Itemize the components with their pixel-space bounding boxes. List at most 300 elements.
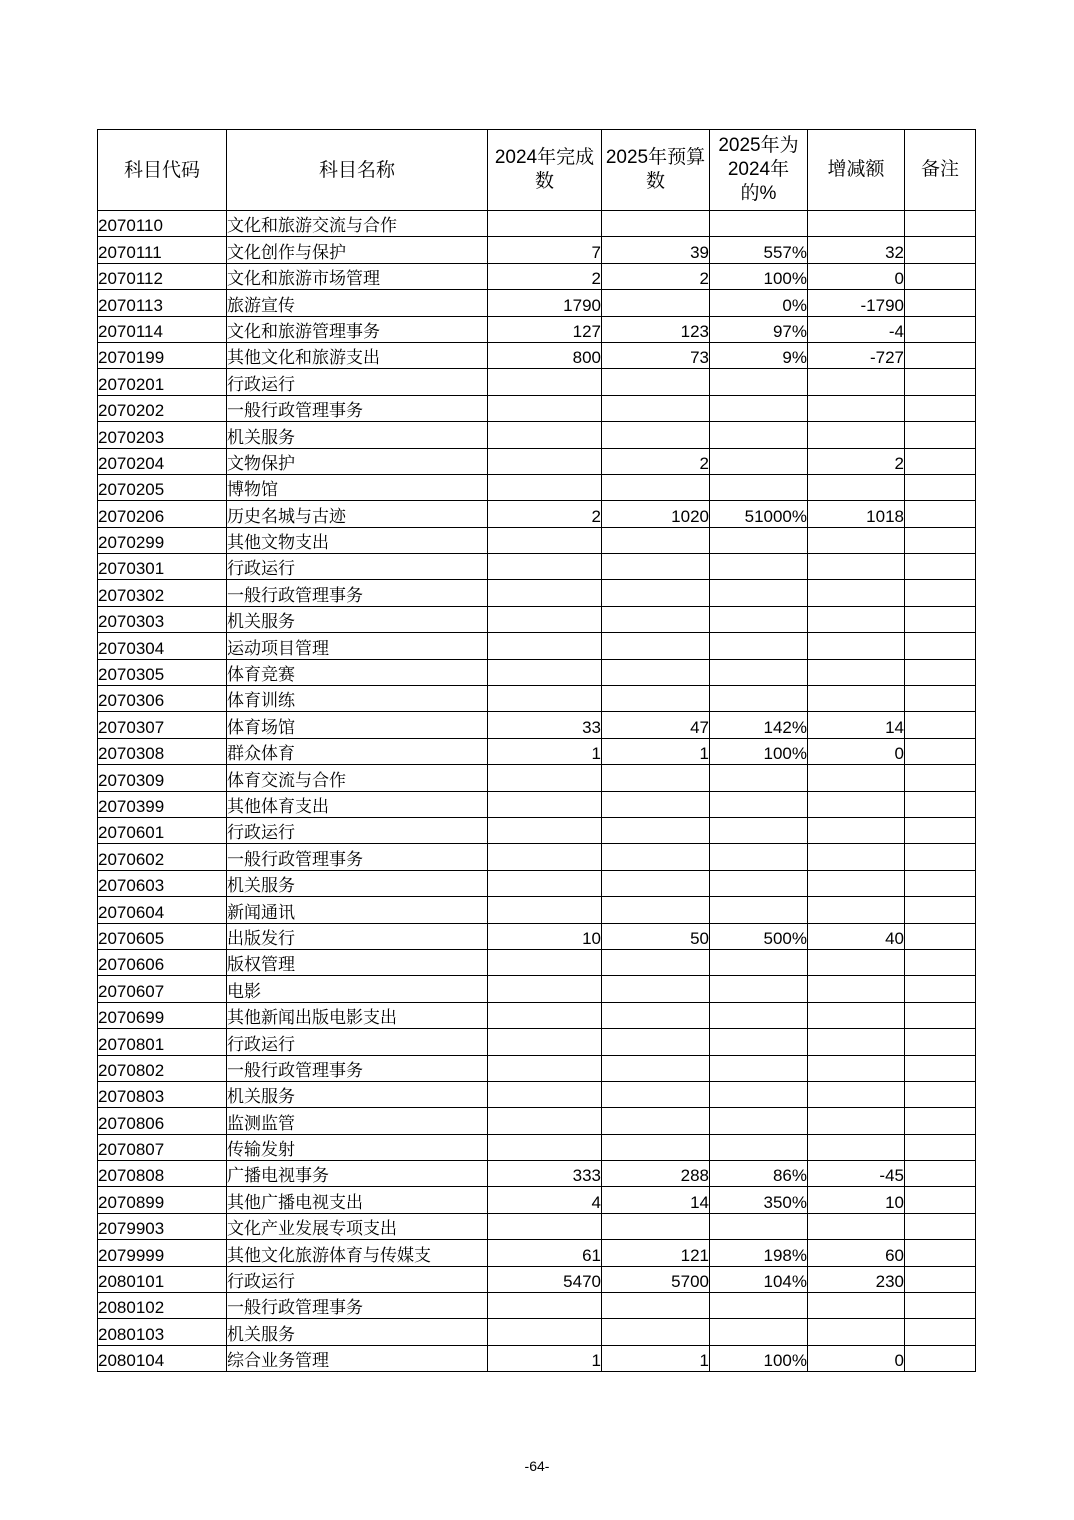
cell-change (808, 870, 905, 896)
cell-budget-2025 (602, 791, 710, 817)
table-row (98, 422, 976, 448)
cell-budget-2025: 47 (602, 712, 710, 738)
cell-change (808, 659, 905, 685)
cell-change: 1018 (808, 501, 905, 527)
cell-note (905, 606, 976, 632)
cell-actual-2024 (488, 976, 602, 1002)
cell-code: 2079903 (98, 1213, 227, 1239)
cell-code: 2070206 (98, 501, 227, 527)
cell-note (905, 395, 976, 421)
cell-name: 体育竞赛 (227, 659, 488, 685)
cell-note (905, 501, 976, 527)
cell-ratio (710, 765, 808, 791)
cell-change (808, 686, 905, 712)
cell-change (808, 395, 905, 421)
cell-actual-2024 (488, 949, 602, 975)
cell-note (905, 738, 976, 764)
cell-change (808, 949, 905, 975)
cell-ratio: 198% (710, 1240, 808, 1266)
cell-ratio (710, 1081, 808, 1107)
cell-actual-2024 (488, 765, 602, 791)
cell-name: 新闻通讯 (227, 897, 488, 923)
cell-name: 出版发行 (227, 923, 488, 949)
cell-name: 行政运行 (227, 817, 488, 843)
cell-ratio: 142% (710, 712, 808, 738)
cell-change (808, 765, 905, 791)
cell-code: 2079999 (98, 1240, 227, 1266)
cell-name: 电影 (227, 976, 488, 1002)
cell-budget-2025 (602, 527, 710, 553)
table-row (98, 1345, 976, 1371)
cell-actual-2024 (488, 686, 602, 712)
cell-code: 2070607 (98, 976, 227, 1002)
cell-code: 2070601 (98, 817, 227, 843)
cell-note (905, 1134, 976, 1160)
table-row (98, 1187, 976, 1213)
cell-actual-2024 (488, 633, 602, 659)
cell-budget-2025 (602, 1319, 710, 1345)
cell-note (905, 1319, 976, 1345)
cell-name: 传输发射 (227, 1134, 488, 1160)
cell-budget-2025 (602, 949, 710, 975)
cell-budget-2025: 123 (602, 316, 710, 342)
cell-note (905, 633, 976, 659)
table-row (98, 870, 976, 896)
cell-ratio (710, 870, 808, 896)
page-number: -64- (524, 1458, 550, 1474)
cell-ratio (710, 369, 808, 395)
cell-ratio (710, 580, 808, 606)
cell-name: 版权管理 (227, 949, 488, 975)
cell-name: 行政运行 (227, 369, 488, 395)
cell-code: 2070602 (98, 844, 227, 870)
table-row (98, 448, 976, 474)
cell-budget-2025 (602, 369, 710, 395)
cell-actual-2024 (488, 474, 602, 500)
cell-code: 2070699 (98, 1002, 227, 1028)
cell-note (905, 949, 976, 975)
cell-code: 2070807 (98, 1134, 227, 1160)
cell-ratio (710, 211, 808, 237)
cell-ratio (710, 1002, 808, 1028)
cell-note (905, 1213, 976, 1239)
cell-actual-2024 (488, 1213, 602, 1239)
table-row (98, 369, 976, 395)
cell-change (808, 1081, 905, 1107)
cell-code: 2070112 (98, 263, 227, 289)
cell-code: 2070202 (98, 395, 227, 421)
cell-actual-2024 (488, 817, 602, 843)
cell-actual-2024 (488, 395, 602, 421)
table-row (98, 1240, 976, 1266)
table-row (98, 1134, 976, 1160)
cell-ratio (710, 1029, 808, 1055)
cell-note (905, 791, 976, 817)
cell-change: 0 (808, 1345, 905, 1371)
table-row (98, 897, 976, 923)
cell-change (808, 474, 905, 500)
cell-ratio (710, 1213, 808, 1239)
cell-note (905, 554, 976, 580)
header-note: 备注 (905, 130, 976, 211)
table-row (98, 342, 976, 368)
cell-note (905, 844, 976, 870)
table-row (98, 316, 976, 342)
cell-name: 旅游宣传 (227, 290, 488, 316)
table-row (98, 211, 976, 237)
cell-ratio (710, 949, 808, 975)
cell-budget-2025: 50 (602, 923, 710, 949)
cell-code: 2080104 (98, 1345, 227, 1371)
cell-name: 行政运行 (227, 554, 488, 580)
cell-budget-2025 (602, 659, 710, 685)
cell-name: 机关服务 (227, 870, 488, 896)
cell-note (905, 211, 976, 237)
cell-change (808, 817, 905, 843)
table-row (98, 949, 976, 975)
cell-change: -727 (808, 342, 905, 368)
cell-ratio (710, 1108, 808, 1134)
cell-ratio (710, 395, 808, 421)
cell-actual-2024: 7 (488, 237, 602, 263)
cell-note (905, 1293, 976, 1319)
cell-name: 其他文物支出 (227, 527, 488, 553)
cell-actual-2024 (488, 659, 602, 685)
cell-code: 2070113 (98, 290, 227, 316)
cell-budget-2025: 39 (602, 237, 710, 263)
cell-budget-2025: 73 (602, 342, 710, 368)
cell-budget-2025 (602, 633, 710, 659)
cell-ratio: 51000% (710, 501, 808, 527)
cell-note (905, 712, 976, 738)
cell-change: -4 (808, 316, 905, 342)
table-row (98, 474, 976, 500)
table-row (98, 633, 976, 659)
table-row (98, 290, 976, 316)
cell-ratio (710, 606, 808, 632)
cell-name: 其他体育支出 (227, 791, 488, 817)
cell-budget-2025 (602, 765, 710, 791)
budget-table (97, 129, 976, 1372)
cell-name: 一般行政管理事务 (227, 1055, 488, 1081)
cell-actual-2024 (488, 870, 602, 896)
cell-code: 2070114 (98, 316, 227, 342)
cell-name: 行政运行 (227, 1029, 488, 1055)
cell-ratio (710, 791, 808, 817)
cell-budget-2025: 1020 (602, 501, 710, 527)
cell-code: 2070803 (98, 1081, 227, 1107)
cell-name: 综合业务管理 (227, 1345, 488, 1371)
table-row (98, 527, 976, 553)
table-row (98, 1081, 976, 1107)
cell-note (905, 237, 976, 263)
cell-name: 群众体育 (227, 738, 488, 764)
table-row (98, 712, 976, 738)
cell-ratio: 0% (710, 290, 808, 316)
cell-note (905, 1345, 976, 1371)
cell-budget-2025 (602, 870, 710, 896)
cell-ratio (710, 633, 808, 659)
cell-ratio: 100% (710, 738, 808, 764)
cell-change (808, 844, 905, 870)
cell-code: 2070802 (98, 1055, 227, 1081)
cell-budget-2025 (602, 1213, 710, 1239)
cell-budget-2025 (602, 897, 710, 923)
cell-change (808, 791, 905, 817)
cell-name: 文化和旅游管理事务 (227, 316, 488, 342)
cell-actual-2024 (488, 448, 602, 474)
cell-code: 2070606 (98, 949, 227, 975)
cell-code: 2070899 (98, 1187, 227, 1213)
cell-code: 2070309 (98, 765, 227, 791)
cell-change (808, 897, 905, 923)
cell-actual-2024 (488, 527, 602, 553)
cell-change (808, 211, 905, 237)
cell-name: 文化和旅游市场管理 (227, 263, 488, 289)
cell-note (905, 342, 976, 368)
table-row (98, 1055, 976, 1081)
cell-name: 行政运行 (227, 1266, 488, 1292)
table-row (98, 1266, 976, 1292)
cell-actual-2024: 127 (488, 316, 602, 342)
cell-name: 体育场馆 (227, 712, 488, 738)
cell-actual-2024 (488, 844, 602, 870)
cell-actual-2024 (488, 211, 602, 237)
cell-ratio: 500% (710, 923, 808, 949)
table-row (98, 554, 976, 580)
table-row (98, 738, 976, 764)
cell-code: 2070204 (98, 448, 227, 474)
cell-change (808, 976, 905, 1002)
cell-code: 2070808 (98, 1161, 227, 1187)
cell-name: 历史名城与古迹 (227, 501, 488, 527)
cell-actual-2024: 5470 (488, 1266, 602, 1292)
header-code: 科目代码 (98, 130, 227, 211)
cell-code: 2070302 (98, 580, 227, 606)
cell-note (905, 1161, 976, 1187)
cell-note (905, 686, 976, 712)
cell-change: -45 (808, 1161, 905, 1187)
table-row (98, 976, 976, 1002)
cell-ratio: 100% (710, 263, 808, 289)
table-row (98, 659, 976, 685)
cell-change (808, 1029, 905, 1055)
cell-ratio (710, 844, 808, 870)
cell-note (905, 527, 976, 553)
cell-note (905, 1266, 976, 1292)
table-row (98, 1029, 976, 1055)
cell-name: 机关服务 (227, 422, 488, 448)
cell-actual-2024: 1 (488, 738, 602, 764)
cell-note (905, 1240, 976, 1266)
cell-note (905, 1108, 976, 1134)
table-row (98, 580, 976, 606)
cell-name: 机关服务 (227, 606, 488, 632)
cell-name: 文化创作与保护 (227, 237, 488, 263)
cell-note (905, 290, 976, 316)
cell-ratio (710, 976, 808, 1002)
cell-change (808, 606, 905, 632)
cell-note (905, 316, 976, 342)
table-header-row (98, 130, 976, 211)
cell-name: 其他广播电视支出 (227, 1187, 488, 1213)
cell-name: 一般行政管理事务 (227, 580, 488, 606)
cell-budget-2025 (602, 290, 710, 316)
cell-code: 2070299 (98, 527, 227, 553)
table-body (98, 211, 976, 1372)
cell-budget-2025 (602, 1055, 710, 1081)
cell-change (808, 527, 905, 553)
table-row (98, 844, 976, 870)
table-row (98, 1319, 976, 1345)
cell-code: 2070305 (98, 659, 227, 685)
table-row (98, 1002, 976, 1028)
cell-name: 一般行政管理事务 (227, 844, 488, 870)
cell-note (905, 1055, 976, 1081)
cell-code: 2080103 (98, 1319, 227, 1345)
table-row (98, 686, 976, 712)
cell-name: 广播电视事务 (227, 1161, 488, 1187)
cell-note (905, 976, 976, 1002)
cell-change (808, 633, 905, 659)
cell-budget-2025 (602, 1081, 710, 1107)
cell-budget-2025 (602, 211, 710, 237)
cell-note (905, 1081, 976, 1107)
cell-budget-2025 (602, 844, 710, 870)
header-actual-2024: 2024年完成数 (488, 130, 602, 211)
cell-code: 2070199 (98, 342, 227, 368)
cell-change (808, 1293, 905, 1319)
cell-actual-2024: 1 (488, 1345, 602, 1371)
cell-change (808, 369, 905, 395)
cell-change: 0 (808, 263, 905, 289)
cell-ratio (710, 474, 808, 500)
cell-change (808, 1002, 905, 1028)
table-row (98, 237, 976, 263)
cell-code: 2070304 (98, 633, 227, 659)
cell-budget-2025: 1 (602, 1345, 710, 1371)
cell-actual-2024: 2 (488, 263, 602, 289)
cell-actual-2024 (488, 1029, 602, 1055)
cell-budget-2025 (602, 422, 710, 448)
cell-budget-2025 (602, 580, 710, 606)
cell-change (808, 1319, 905, 1345)
cell-name: 文物保护 (227, 448, 488, 474)
cell-actual-2024: 33 (488, 712, 602, 738)
cell-actual-2024 (488, 1055, 602, 1081)
cell-ratio (710, 527, 808, 553)
cell-change: 2 (808, 448, 905, 474)
cell-budget-2025 (602, 474, 710, 500)
cell-actual-2024 (488, 1081, 602, 1107)
header-ratio: 2025年为2024年的% (710, 130, 808, 211)
cell-ratio: 557% (710, 237, 808, 263)
header-change: 增减额 (808, 130, 905, 211)
cell-budget-2025 (602, 395, 710, 421)
cell-note (905, 474, 976, 500)
cell-note (905, 817, 976, 843)
cell-change: 60 (808, 1240, 905, 1266)
cell-actual-2024: 333 (488, 1161, 602, 1187)
cell-note (905, 870, 976, 896)
cell-ratio: 86% (710, 1161, 808, 1187)
cell-ratio (710, 817, 808, 843)
cell-name: 其他新闻出版电影支出 (227, 1002, 488, 1028)
cell-actual-2024 (488, 554, 602, 580)
table-row (98, 765, 976, 791)
cell-ratio (710, 1055, 808, 1081)
cell-budget-2025: 14 (602, 1187, 710, 1213)
cell-code: 2070110 (98, 211, 227, 237)
cell-name: 监测监管 (227, 1108, 488, 1134)
cell-ratio: 100% (710, 1345, 808, 1371)
cell-change (808, 1213, 905, 1239)
table-row (98, 1293, 976, 1319)
cell-actual-2024 (488, 897, 602, 923)
cell-change (808, 1134, 905, 1160)
table-row (98, 606, 976, 632)
cell-name: 博物馆 (227, 474, 488, 500)
cell-budget-2025 (602, 1108, 710, 1134)
cell-code: 2080101 (98, 1266, 227, 1292)
cell-actual-2024 (488, 606, 602, 632)
cell-code: 2070303 (98, 606, 227, 632)
cell-ratio (710, 448, 808, 474)
cell-ratio (710, 659, 808, 685)
header-budget-2025: 2025年预算数 (602, 130, 710, 211)
cell-actual-2024 (488, 1319, 602, 1345)
cell-budget-2025: 5700 (602, 1266, 710, 1292)
cell-code: 2070203 (98, 422, 227, 448)
cell-note (905, 422, 976, 448)
cell-name: 一般行政管理事务 (227, 1293, 488, 1319)
table-row (98, 923, 976, 949)
cell-name: 机关服务 (227, 1319, 488, 1345)
cell-note (905, 897, 976, 923)
table-row (98, 817, 976, 843)
cell-name: 体育交流与合作 (227, 765, 488, 791)
cell-actual-2024: 10 (488, 923, 602, 949)
cell-change: 0 (808, 738, 905, 764)
cell-actual-2024: 4 (488, 1187, 602, 1213)
cell-actual-2024: 61 (488, 1240, 602, 1266)
table-row (98, 1213, 976, 1239)
cell-change: 14 (808, 712, 905, 738)
cell-actual-2024 (488, 1002, 602, 1028)
cell-actual-2024 (488, 580, 602, 606)
table-row (98, 1161, 976, 1187)
cell-note (905, 1029, 976, 1055)
cell-name: 体育训练 (227, 686, 488, 712)
cell-code: 2070399 (98, 791, 227, 817)
cell-code: 2080102 (98, 1293, 227, 1319)
cell-code: 2070201 (98, 369, 227, 395)
table-row (98, 501, 976, 527)
cell-note (905, 1002, 976, 1028)
cell-actual-2024: 800 (488, 342, 602, 368)
cell-note (905, 369, 976, 395)
cell-budget-2025: 1 (602, 738, 710, 764)
cell-change: 10 (808, 1187, 905, 1213)
cell-change (808, 580, 905, 606)
cell-code: 2070806 (98, 1108, 227, 1134)
header-name: 科目名称 (227, 130, 488, 211)
cell-budget-2025: 2 (602, 263, 710, 289)
cell-change: -1790 (808, 290, 905, 316)
cell-note (905, 923, 976, 949)
cell-change (808, 554, 905, 580)
cell-budget-2025: 2 (602, 448, 710, 474)
